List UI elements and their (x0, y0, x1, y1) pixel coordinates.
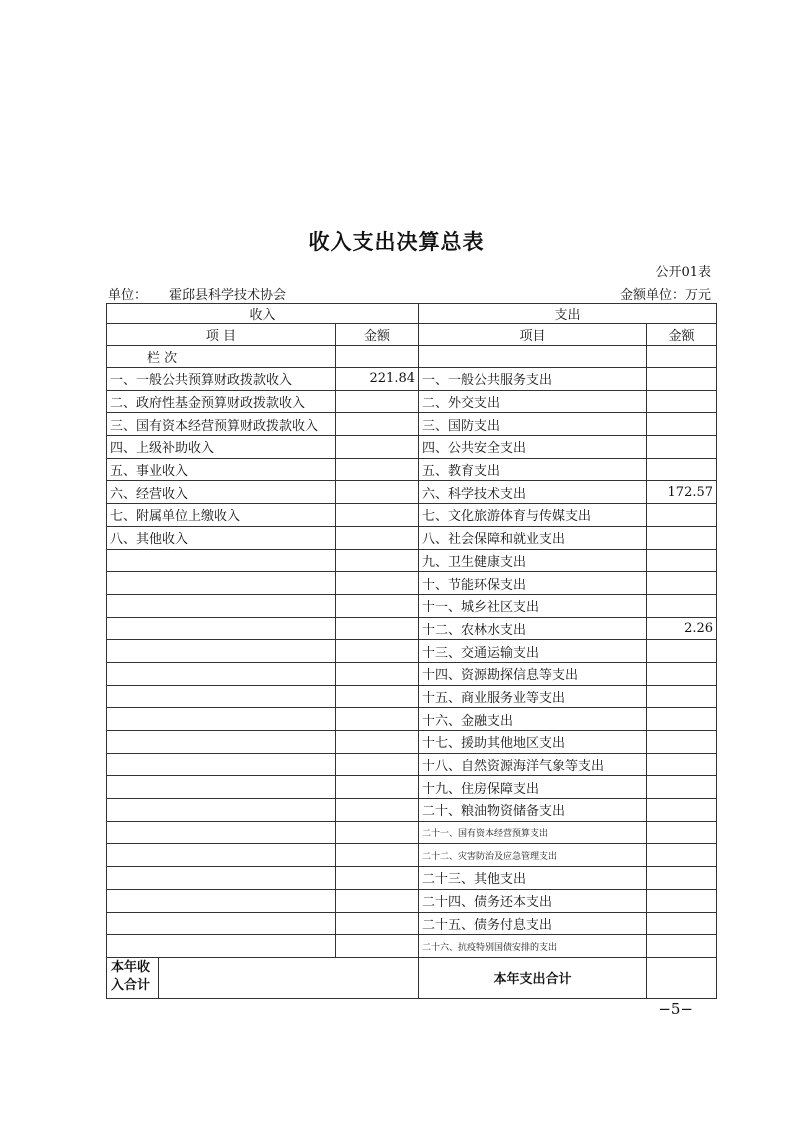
table-row (107, 436, 717, 459)
expense-item-label: 十一、城乡社区支出 (419, 594, 647, 617)
expense-item-label: 四、公共安全支出 (419, 436, 647, 459)
table-row (107, 799, 717, 822)
expense-item-label: 十四、资源勘探信息等支出 (419, 662, 647, 685)
expense-item-label: 十九、住房保障支出 (419, 776, 647, 799)
table-row (107, 844, 717, 867)
income-item-amount (336, 572, 419, 595)
income-item-label: 七、附属单位上缴收入 (107, 504, 336, 527)
expense-item-amount (647, 912, 717, 935)
income-item-label (107, 889, 336, 912)
table-row (107, 617, 717, 640)
income-total-wrap (107, 958, 418, 998)
income-item-label (107, 912, 336, 935)
income-item-amount (336, 481, 419, 504)
income-item-label (107, 685, 336, 708)
expense-item-amount (647, 368, 717, 391)
expense-item-label: 二十一、国有资本经营预算支出 (419, 821, 647, 844)
table-row (107, 526, 717, 549)
income-item-label (107, 753, 336, 776)
table-row (107, 413, 717, 436)
empty-cell (336, 346, 419, 368)
empty-cell (419, 346, 647, 368)
expense-amount-header: 金额 (647, 324, 717, 346)
column-number-row (107, 346, 717, 368)
income-item-label: 六、经营收入 (107, 481, 336, 504)
expense-item-label: 十八、自然资源海洋气象等支出 (419, 753, 647, 776)
table-row (107, 821, 717, 844)
header-row-2 (107, 324, 717, 346)
expense-item-amount: 172.57 (647, 481, 717, 504)
expense-item-amount (647, 753, 717, 776)
income-total-cell (107, 957, 419, 998)
unit-line (108, 284, 286, 303)
expense-item-amount (647, 594, 717, 617)
income-item-amount (336, 731, 419, 754)
table-row (107, 708, 717, 731)
expense-item-amount (647, 776, 717, 799)
table-row (107, 594, 717, 617)
expense-item-amount: 2.26 (647, 617, 717, 640)
expense-item-label: 六、科学技术支出 (419, 481, 647, 504)
expense-item-label: 二、外交支出 (419, 390, 647, 413)
income-item-label (107, 731, 336, 754)
income-item-amount (336, 526, 419, 549)
income-item-label (107, 572, 336, 595)
income-item-label: 一、一般公共预算财政拨款收入 (107, 368, 336, 391)
expense-item-amount (647, 390, 717, 413)
expense-item-amount (647, 526, 717, 549)
income-item-label: 八、其他收入 (107, 526, 336, 549)
income-item-amount (336, 640, 419, 663)
income-item-amount (336, 867, 419, 890)
expense-item-amount (647, 708, 717, 731)
expense-item-amount (647, 685, 717, 708)
income-item-amount (336, 617, 419, 640)
income-item-amount (336, 413, 419, 436)
empty-cell (647, 346, 717, 368)
income-item-amount (336, 436, 419, 459)
expense-item-header: 项目 (419, 324, 647, 346)
table-row (107, 912, 717, 935)
table-row (107, 390, 717, 413)
table-row (107, 504, 717, 527)
income-item-label (107, 776, 336, 799)
unit-label: 单位： (108, 288, 148, 303)
table-row (107, 889, 717, 912)
expense-item-amount (647, 458, 717, 481)
income-item-amount (336, 912, 419, 935)
income-item-label: 四、上级补助收入 (107, 436, 336, 459)
income-item-amount (336, 594, 419, 617)
totals-row (107, 957, 717, 998)
page-title: 收入支出决算总表 (308, 230, 485, 254)
expense-item-amount (647, 504, 717, 527)
expense-item-label: 三、国防支出 (419, 413, 647, 436)
expense-item-amount (647, 572, 717, 595)
header-row-1 (107, 304, 717, 324)
expense-item-label: 十、节能环保支出 (419, 572, 647, 595)
expense-item-amount (647, 413, 717, 436)
table-row (107, 481, 717, 504)
expense-item-label: 二十二、灾害防治及应急管理支出 (419, 844, 647, 867)
expense-item-label: 八、社会保障和就业支出 (419, 526, 647, 549)
table-row (107, 549, 717, 572)
income-item-amount (336, 821, 419, 844)
income-item-amount (336, 753, 419, 776)
unit-name: 霍邱县科学技术协会 (169, 288, 287, 303)
expense-item-label: 十六、金融支出 (419, 708, 647, 731)
income-item-label (107, 549, 336, 572)
income-item-amount (336, 799, 419, 822)
table-row (107, 753, 717, 776)
income-header: 收入 (107, 304, 419, 324)
income-item-header: 项 目 (107, 324, 336, 346)
income-item-label: 三、国有资本经营预算财政拨款收入 (107, 413, 336, 436)
page-number: −5− (658, 1000, 693, 1018)
expense-item-amount (647, 889, 717, 912)
table-row (107, 731, 717, 754)
income-item-amount (336, 390, 419, 413)
income-item-label (107, 867, 336, 890)
income-item-label (107, 640, 336, 663)
income-item-amount (336, 708, 419, 731)
income-total-label: 本年收入合计 (107, 958, 159, 998)
expense-item-amount (647, 844, 717, 867)
income-item-label (107, 662, 336, 685)
expense-item-amount (647, 935, 717, 958)
income-item-label (107, 617, 336, 640)
amount-unit: 金额单位：万元 (619, 288, 711, 303)
income-item-amount (336, 935, 419, 958)
table-row (107, 662, 717, 685)
income-item-amount (336, 776, 419, 799)
expense-item-amount (647, 731, 717, 754)
expense-item-amount (647, 436, 717, 459)
expense-item-label: 二十、粮油物资储备支出 (419, 799, 647, 822)
expense-item-amount (647, 799, 717, 822)
table-row (107, 572, 717, 595)
expense-item-label: 十二、农林水支出 (419, 617, 647, 640)
income-item-label (107, 594, 336, 617)
income-item-label (107, 708, 336, 731)
form-number: 公开01表 (655, 265, 711, 280)
income-item-amount (336, 504, 419, 527)
income-item-label (107, 799, 336, 822)
income-item-label (107, 844, 336, 867)
income-item-label (107, 821, 336, 844)
income-item-label: 五、事业收入 (107, 458, 336, 481)
expense-item-amount (647, 867, 717, 890)
table-row (107, 640, 717, 663)
income-amount-header: 金额 (336, 324, 419, 346)
table-row (107, 935, 717, 958)
expense-item-label: 十三、交通运输支出 (419, 640, 647, 663)
expense-item-label: 五、教育支出 (419, 458, 647, 481)
expense-item-amount (647, 640, 717, 663)
income-expense-table (106, 303, 717, 999)
income-item-amount (336, 844, 419, 867)
expense-item-amount (647, 549, 717, 572)
table-row (107, 368, 717, 391)
expense-total-amount (647, 957, 717, 998)
expense-item-label: 七、文化旅游体育与传媒支出 (419, 504, 647, 527)
table-row (107, 867, 717, 890)
income-item-amount (336, 889, 419, 912)
income-item-label: 二、政府性基金预算财政拨款收入 (107, 390, 336, 413)
expense-item-amount (647, 821, 717, 844)
expense-item-label: 十七、援助其他地区支出 (419, 731, 647, 754)
income-item-amount: 221.84 (336, 368, 419, 391)
expense-item-label: 二十六、抗疫特别国债安排的支出 (419, 935, 647, 958)
income-item-amount (336, 458, 419, 481)
income-total-amount (159, 958, 418, 998)
expense-total-label: 本年支出合计 (419, 957, 647, 998)
expense-item-label: 二十三、其他支出 (419, 867, 647, 890)
expense-header: 支出 (419, 304, 717, 324)
income-item-label (107, 935, 336, 958)
expense-item-label: 九、卫生健康支出 (419, 549, 647, 572)
table-row (107, 776, 717, 799)
income-item-amount (336, 549, 419, 572)
income-item-amount (336, 662, 419, 685)
expense-item-label: 十五、商业服务业等支出 (419, 685, 647, 708)
income-item-amount (336, 685, 419, 708)
table-row (107, 458, 717, 481)
expense-item-label: 二十四、债务还本支出 (419, 889, 647, 912)
column-number-label: 栏 次 (107, 346, 336, 368)
expense-item-label: 一、一般公共服务支出 (419, 368, 647, 391)
expense-item-label: 二十五、债务付息支出 (419, 912, 647, 935)
table-row (107, 685, 717, 708)
expense-item-amount (647, 662, 717, 685)
